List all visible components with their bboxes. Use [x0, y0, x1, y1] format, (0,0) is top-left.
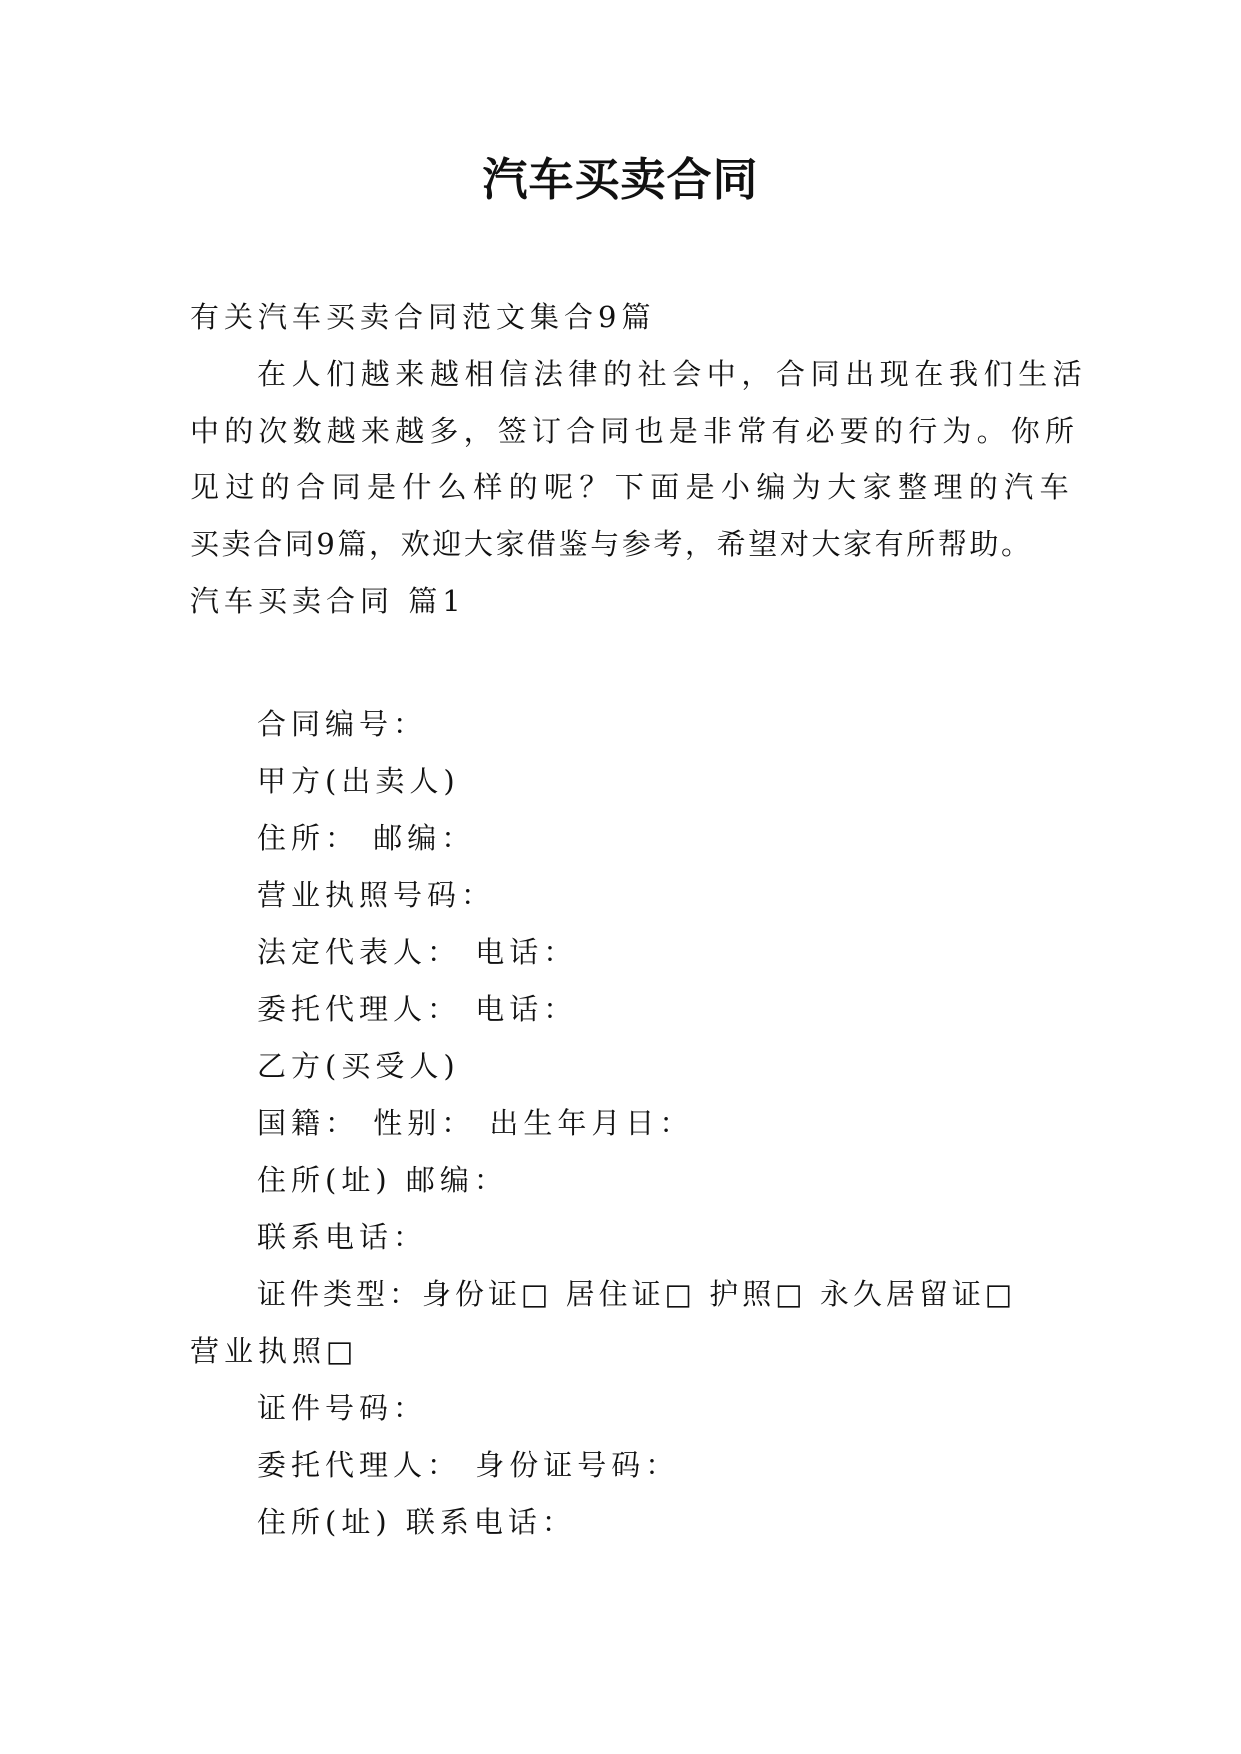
field-id-type-cont: 营业执照□ [190, 1334, 359, 1368]
field-id-type: 证件类型：身份证□ 居住证□ 护照□ 永久居留证□ [257, 1277, 1017, 1311]
field-party-b: 乙方(买受人) [257, 1049, 460, 1083]
field-address-postcode-b: 住所(址) 邮编： [257, 1163, 508, 1197]
intro-line: 见过的合同是什么样的呢？下面是小编为大家整理的汽车 [190, 470, 1076, 504]
field-address-phone: 住所(址) 联系电话： [257, 1505, 576, 1539]
field-nationality: 国籍： 性别： 出生年月日： [257, 1106, 694, 1140]
section-heading: 汽车买卖合同 篇1 [190, 584, 466, 618]
field-id-number: 证件号码： [257, 1391, 428, 1425]
field-legal-representative: 法定代表人： 电话： [257, 935, 578, 969]
document-title: 汽车买卖合同 [482, 153, 759, 206]
field-business-license: 营业执照号码： [257, 878, 496, 912]
field-contact-phone: 联系电话： [257, 1220, 428, 1254]
intro-line: 买卖合同9篇，欢迎大家借鉴与参考，希望对大家有所帮助。 [190, 527, 1033, 561]
intro-line: 中的次数越来越多，签订合同也是非常有必要的行为。你所 [190, 414, 1080, 448]
subtitle: 有关汽车买卖合同范文集合9篇 [190, 300, 656, 334]
field-address-postcode: 住所： 邮编： [257, 821, 476, 855]
field-agent-phone: 委托代理人： 电话： [257, 992, 578, 1026]
intro-line: 在人们越来越相信法律的社会中，合同出现在我们生活 [257, 357, 1088, 391]
field-contract-number: 合同编号： [257, 707, 428, 741]
field-party-a: 甲方(出卖人) [257, 764, 460, 798]
field-agent-id: 委托代理人： 身份证号码： [257, 1448, 680, 1482]
